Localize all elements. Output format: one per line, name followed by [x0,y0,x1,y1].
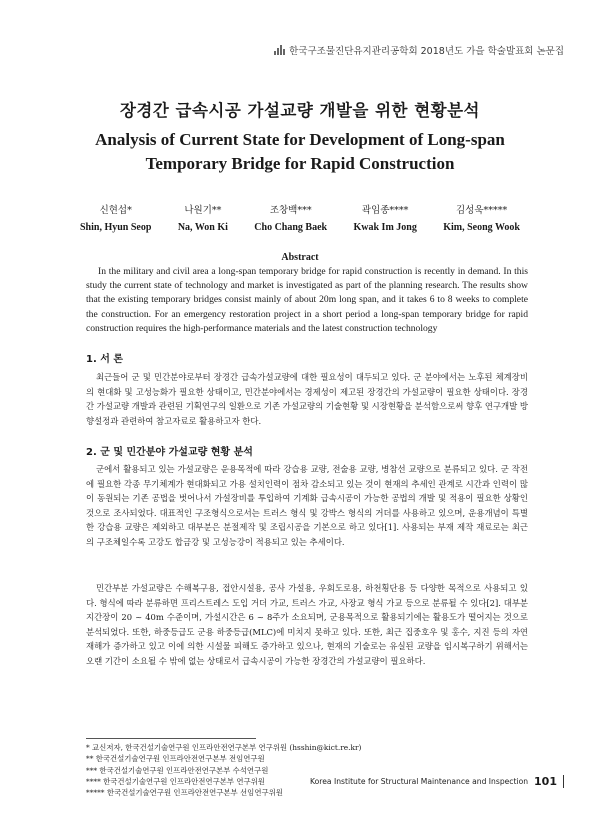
author-name-korean: 신현섭* [99,205,132,216]
author-name-english: Cho Chang Baek [254,222,328,233]
author [254,202,327,236]
body-paragraph: 최근들어 군 및 민간분야로부터 장경간 급속가설교량에 대한 필요성이 대두되고 있다. 군 분야에서는 노후된 체계장비의 현대화 및 고성능화가 필요한 상태이고, 민간분야에서는 경제성이 제고된 장경간의 가설교량이 필요한 상태이다. 장경간 가설교량 개발과 관련된 기획연구의 일환으로 기존 가설교량의 기술현황 및 시장현황을 분석함으로써 향후 연구개발 방향설정과 관련하여 참고자료로 활용하고자 한다. [86,372,528,426]
page-number: 101 [534,775,557,788]
section-heading-introduction: 1. 서 론 [86,354,124,365]
author-name-korean: 김성욱***** [455,205,508,216]
title-english: Analysis of Current State for Development of Long-span Temporary Bridge for Rapid Construction [95,130,505,173]
author [178,202,228,236]
footnote: **** 한국건설기술연구원 인프라안전연구본부 연구위원 [86,776,265,786]
author [443,202,520,236]
author-name-english: Na, Won Ki [177,222,228,233]
journal-name: 한국구조물진단유지관리공학회 2018년도 가을 학술발표회 논문집 [289,46,564,57]
bar-chart-icon [274,45,285,55]
footer-divider [563,775,564,788]
author-name-english: Shin, Hyun Seop [80,222,152,233]
footnote-divider [86,738,256,739]
footnote: * 교신저자, 한국건설기술연구원 인프라안전연구본부 연구위원 (hsshin@kict.re.kr) [86,743,362,752]
author [353,202,416,236]
author [80,202,151,236]
page-footer [310,775,564,788]
author-name-korean: 곽임종**** [361,205,409,216]
running-header [274,43,564,57]
author-name-english: Kim, Seong Wook [443,222,520,233]
title-korean: 장경간 급속시공 가설교량 개발을 위한 현황분석 [119,101,480,120]
author-list [80,202,520,236]
section-heading-status-analysis: 2. 군 및 민간분야 가설교량 현황 분석 [86,447,253,458]
footnotes [86,742,361,798]
author-name-korean: 조창백*** [269,205,312,216]
footnote: *** 한국건설기술연구원 인프라안전연구본부 수석연구원 [86,765,269,775]
author-name-english: Kwak Im Jong [353,222,417,233]
body-paragraph: 민간부분 가설교량은 수해복구용, 접안시설용, 공사 가설용, 우회도로용, 하천횡단용 등 다양한 목적으로 사용되고 있다. 형식에 따라 분류하면 프리스트레스 도입 거더 가교, 트러스 가교, 사장교 형식 가교 등으로 분류될 수 있다[2]. 대부분 지간장이 20 ~ 40m 수준이며, 가설시간은 6 ~ 8주가 소요되며, 군용목적으로 활용되기에는 활용도가 떨어지는 것으로 분석되었다. 또한, 하중등급도 군용 하중등급(MLC)에 미치지 못하고 있다. 또한, 최근 집중호우 및 홍수, 지진 등의 자연재해가 증가하고 있고 이에 의한 시설물 피해도 증가하고 있으나, 현재의 기술로는 유실된 교량을 임시복구하기 위해서는 오랜 기간이 소요될 수 밖에 없는 상태로서 급속시공이 가능한 장경간의 가설교량이 필요하다. [86,583,528,666]
abstract-text: In the military and civil area a long-span temporary bridge for rapid construction is recently in demand. In this study the current state of technology and market is investigated as part of the planning research. The results show that the existing temporary bridges consist mainly of about 20m long span, and it takes 6 to 8 weeks to complete the construction. For an emergency restoration project in a short period a long-span temporary bridge for rapid construction requires the high-performance materials and the latest construction technology [86,266,528,334]
footnote: ** 한국건설기술연구원 인프라안전연구본부 전임연구원 [86,754,265,764]
abstract-heading: Abstract [281,252,319,263]
author-name-korean: 나원기** [184,205,222,216]
footnote: ***** 한국건설기술연구원 인프라안전연구본부 선임연구위원 [86,788,283,798]
footer-institute: Korea Institute for Structural Maintenance and Inspection [310,777,529,786]
body-paragraph: 군에서 활용되고 있는 가설교량은 운용목적에 따라 강습용 교량, 전술용 교량, 병참선 교량으로 분류되고 있다. 군 작전에 필요한 각종 무기체계가 현대화되고 가용 설치인력이 점차 감소되고 있는 것이 현재의 추세인 관계로 시간과 인력이 많이 동원되는 기존 공법을 벗어나서 가설장비를 투입하여 기계화 급속시공이 가능한 공법의 개발 및 적용이 필요한 상황인 것으로 조사되었다. 대표적인 구조형식으로서는 트러스 형식 및 강박스 형식의 거더를 사용하고 있으며, 운용개념이 특별한 강습용 교량은 제외하고 대부분은 분절제작 및 조립시공을 기본으로 하고 있다[1]. 사용되는 부재 제작 재료로는 최근의 구조체일수록 고강도 합금강 및 고성능강이 적용되고 있는 추세이다. [86,464,528,547]
